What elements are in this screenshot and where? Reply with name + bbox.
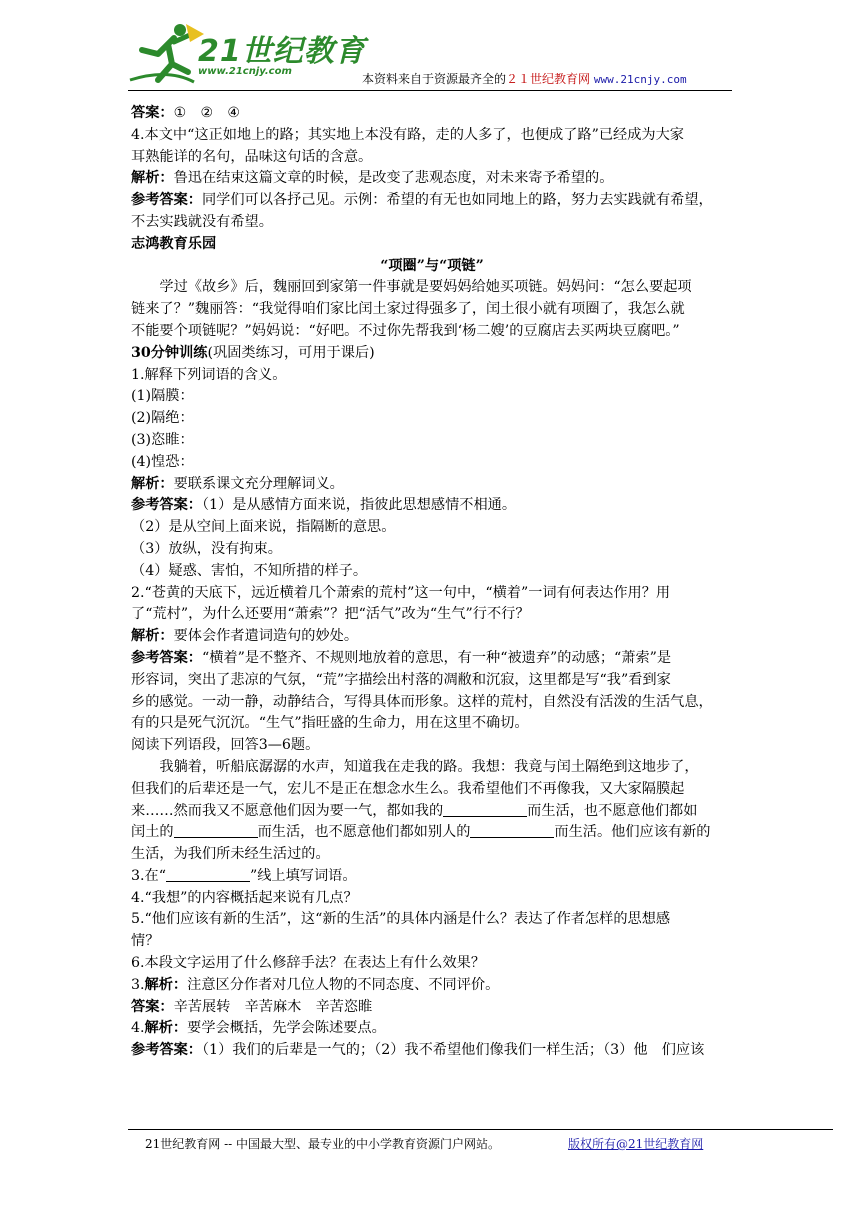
question-item: (2)隔绝： [131, 410, 194, 427]
analysis-line: 3.解析：注意区分作者对几位人物的不同态度、不同评价。 [131, 976, 500, 993]
analysis-line: 解析：要联系课文充分理解词义。 [131, 475, 344, 492]
text-line: 解析：鲁迅在结束这篇文章的时候，是改变了悲观态度，对未来寄予希望的。 [131, 170, 614, 187]
fill-blank [443, 802, 527, 817]
logo-text: 21世纪教育 [198, 34, 366, 69]
passage-line: 生活，为我们所未经生活过的。 [131, 846, 330, 863]
header-tagline [362, 70, 687, 87]
section-heading: 志鸿教育乐园 [131, 235, 217, 252]
text-line: 不去实践就没有希望。 [131, 213, 273, 230]
fill-blank [174, 823, 258, 838]
fill-blank [166, 867, 250, 882]
analysis-line: 4.解析：要学会概括，先学会陈述要点。 [131, 1020, 386, 1037]
question-stem: 1.解释下列词语的含义。 [131, 366, 287, 383]
question-stem: 了“荒村”，为什么还要用“萧索”？把“活气”改为“生气”行不行？ [131, 606, 530, 623]
story-line: 学过《故乡》后，魏丽回到家第一件事就是要妈妈给她买项链。妈妈问：“怎么要起项 [159, 279, 692, 296]
answer-line: 答案：辛苦展转 辛苦麻木 辛苦恣睢 [131, 998, 373, 1015]
question-line: 5.“他们应该有新的生活”，这“新的生活”的具体内涵是什么？表达了作者怎样的思想感 [131, 911, 671, 928]
answer-line: （4）疑惑、害怕，不知所措的样子。 [131, 562, 368, 579]
document-body [131, 103, 733, 1062]
page-footer [145, 1135, 704, 1152]
analysis-line: 解析：要体会作者遣词造句的妙处。 [131, 628, 359, 645]
answer-line: 形容词，突出了悲凉的气氛，“荒”字描绘出村落的凋敝和沉寂，这里都是写“我”看到家 [131, 671, 671, 688]
passage-line: 闰土的 而生活，也不愿意他们都如别人的 而生活。他们应该有新的 [131, 824, 711, 841]
question-item: (3)恣睢： [131, 431, 194, 448]
story-line: 不能要个项链呢？”妈妈说：“好吧。不过你先帮我到‘杨二嫂’的豆腐店去买两块豆腐吧。” [131, 322, 680, 339]
tagline-brand: ２１世纪教育网 [506, 72, 591, 86]
answer-line: 参考答案：（1）是从感情方面来说，指彼此思想感情不相通。 [131, 497, 517, 514]
question-line: 情？ [131, 933, 160, 950]
text-line: 4.本文中“这正如地上的路；其实地上本没有路，走的人多了，也便成了路”已经成为大家 [131, 126, 684, 143]
story-title: “项圈”与“项链” [380, 257, 484, 274]
story-line: 链来了？”魏丽答：“我觉得咱们家比闰土家过得强多了，闰土很小就有项圈了，我怎么就 [131, 301, 685, 318]
training-heading: 30分钟训练(巩固类练习，可用于课后) [131, 344, 375, 361]
answer-line: （3）放纵，没有拘束。 [131, 540, 282, 557]
question-stem: 2.“苍黄的天底下，远近横着几个萧索的荒村”这一句中，“横着”一词有何表达作用？用 [131, 584, 671, 601]
passage-line: 来……然而我又不愿意他们因为要一气，都如我的 而生活，也不愿意他们都如 [131, 802, 698, 819]
answer-line: （2）是从空间上面来说，指隔断的意思。 [131, 519, 396, 536]
passage-line: 我躺着，听船底潺潺的水声，知道我在走我的路。我想：我竟与闰土隔绝到这地步了， [159, 758, 699, 775]
answer-line: 参考答案：（1）我们的后辈是一气的；（2）我不希望他们像我们一样生活；（3）他 们应该 [131, 1042, 705, 1059]
question-line: 3.在“ ”线上填写词语。 [131, 867, 357, 884]
text-line: 答案：① ② ④ [131, 105, 241, 121]
footer-text: 21世纪教育网 -- 中国最大型、最专业的中小学教育资源门户网站。 [145, 1137, 501, 1151]
fill-blank [470, 823, 554, 838]
header-divider [128, 90, 732, 91]
logo-url: www.21cnjy.com [198, 66, 292, 77]
question-item: (4)惶恐： [131, 453, 194, 470]
reading-intro: 阅读下列语段，回答3—6题。 [131, 737, 320, 754]
answer-line: 参考答案：“横着”是不整齐、不规则地放着的意思，有一种“被遗弃”的动感；“萧索”是 [131, 649, 672, 666]
footer-divider [128, 1129, 833, 1130]
text-line: 参考答案：同学们可以各抒己见。示例：希望的有无也如同地上的路，努力去实践就有希望， [131, 192, 713, 209]
text-line: 耳熟能详的名句，品味这句话的含意。 [131, 148, 373, 165]
page-header [0, 0, 860, 100]
tagline-url[interactable]: www.21cnjy.com [593, 73, 687, 86]
passage-line: 但我们的后辈还是一气，宏儿不是正在想念水生么。我希望他们不再像我，又大家隔膜起 [131, 780, 685, 797]
question-line: 4.“我想”的内容概括起来说有几点？ [131, 889, 358, 906]
tagline-prefix: 本资料来自于资源最齐全的 [362, 72, 507, 86]
copyright-link[interactable]: 版权所有@21世纪教育网 [568, 1137, 704, 1151]
answer-line: 有的只是死气沉沉。“生气”指旺盛的生命力，用在这里不确切。 [131, 715, 529, 732]
question-line: 6.本段文字运用了什么修辞手法？在表达上有什么效果？ [131, 955, 486, 972]
answer-line: 乡的感觉。一动一静，动静结合，写得具体而形象。这样的荒村，自然没有活泼的生活气息， [131, 693, 713, 710]
question-item: (1)隔膜： [131, 388, 194, 405]
